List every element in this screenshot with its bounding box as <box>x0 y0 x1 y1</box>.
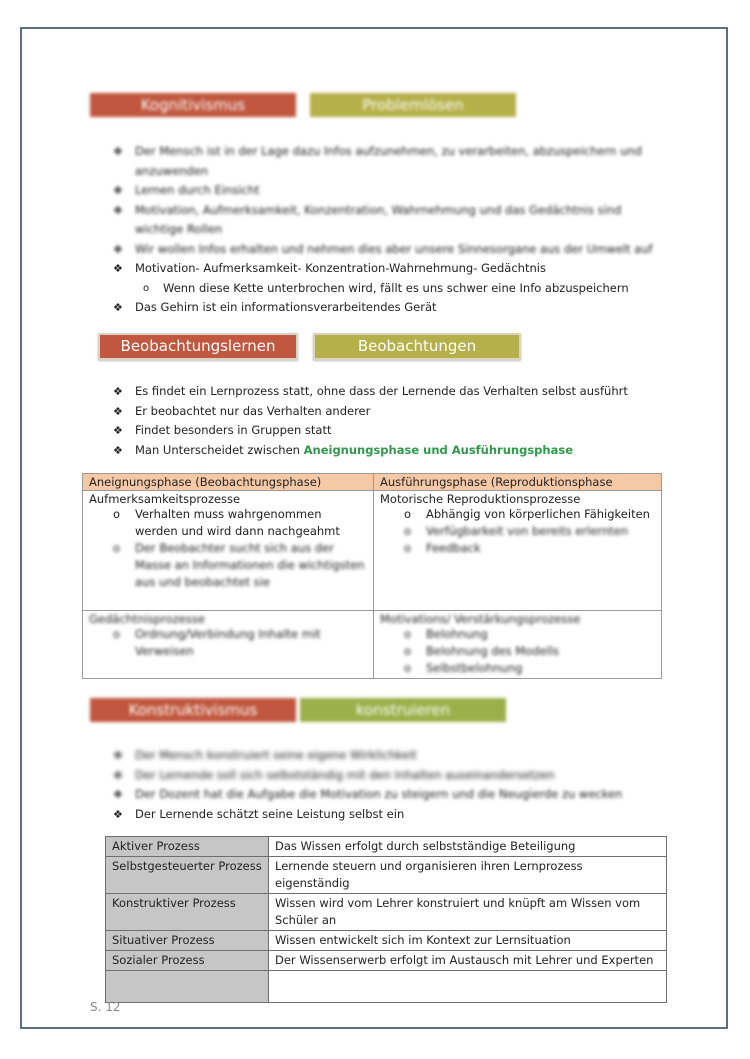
process-description: Wissen wird vom Lehrer konstruiert und knüpft am Wissen vom Schüler an <box>269 894 667 931</box>
diamond-bullet-icon: ❖ <box>113 242 123 256</box>
process-description: Der Wissenserwerb erfolgt im Austausch mit Lehrer und Experten <box>269 951 667 971</box>
tag-beobachtungen: Beobachtungen <box>313 333 521 360</box>
table-row <box>106 971 667 1003</box>
process-label: Situativer Prozess <box>106 931 269 951</box>
process-description: Lernende steuern und organisieren ihren Lernprozess eigenständig <box>269 857 667 894</box>
table-cell: Motorische Reproduktionsprozesse o Abhängig von körperlichen Fähigkeiten o Verfügbarkeit von bereits erlernten o Feedback <box>374 491 662 611</box>
table-row <box>106 837 667 857</box>
tag-problemloesen: Problemlösen <box>310 93 516 117</box>
table-cell: Motivations/ Verstärkungsprozesse o Belohnung o Belohnung des Modells o Selbstbelohnung <box>374 611 662 679</box>
list-item: ❖ Der Dozent hat die Aufgabe die Motivation zu steigern und die Neugierde zu wecken <box>113 785 673 805</box>
list-item: ❖ Der Mensch konstruiert seine eigene Wirklichkeit <box>113 746 673 766</box>
diamond-bullet-icon: ❖ <box>113 807 123 821</box>
list-item: ❖ Motivation- Aufmerksamkeit- Konzentration-Wahrnehmung- Gedächtnis <box>113 259 658 279</box>
table-cell: Gedächtnisprozesse o Ordnung/Verbindung Inhalte mit Verweisen <box>83 611 374 679</box>
list-item: ❖ Motivation, Aufmerksamkeit, Konzentration, Wahrnehmung und das Gedächtnis sind wichtige Rollen <box>113 202 622 236</box>
diamond-bullet-icon: ❖ <box>113 385 123 398</box>
list-item: ❖ Es findet ein Lernprozess statt, ohne dass der Lernende das Verhalten selbst ausführt <box>113 382 673 402</box>
table-row <box>83 491 662 611</box>
diamond-bullet-icon: ❖ <box>113 443 123 457</box>
tag-beobachtungslernen: Beobachtungslernen <box>98 333 298 360</box>
list-item: o Verhalten muss wahrgenommen werden und wird dann nachgeahmt <box>113 507 340 538</box>
konstruktivismus-bullet-list <box>113 746 673 824</box>
process-label: Konstruktiver Prozess <box>106 894 269 931</box>
page-number: S. 12 <box>90 1000 121 1014</box>
table-row <box>106 931 667 951</box>
circle-bullet-icon: o <box>143 282 150 294</box>
list-item: ❖ Lernen durch Einsicht <box>113 181 658 201</box>
list-item: ❖ Der Lernende soll sich selbstständig mit den Inhalten auseinandersetzen <box>113 766 673 786</box>
list-item: o Verfügbarkeit von bereits erlernten <box>404 524 628 538</box>
diamond-bullet-icon: ❖ <box>113 203 123 217</box>
diamond-bullet-icon: ❖ <box>113 424 123 437</box>
process-table <box>105 836 667 1003</box>
table-header-aneignungsphase: Aneignungsphase (Beobachtungsphase) <box>83 474 374 491</box>
diamond-bullet-icon: ❖ <box>113 301 123 314</box>
list-item: o Der Beobachter sucht sich aus der Masse an Informationen die wichtigsten aus und beobachtet sie <box>113 541 365 589</box>
diamond-bullet-icon: ❖ <box>113 404 123 418</box>
table-row <box>106 857 667 894</box>
process-label: Selbstgesteuerter Prozess <box>106 857 269 894</box>
process-label: Aktiver Prozess <box>106 837 269 857</box>
table-row <box>106 894 667 931</box>
diamond-bullet-icon: ❖ <box>113 768 123 782</box>
list-item: o Feedback <box>404 541 481 555</box>
list-item: ❖ Wir wollen Infos erhalten und nehmen dies aber unsere Sinnesorgane aus der Umwelt auf <box>113 240 658 260</box>
list-item: o Abhängig von körperlichen Fähigkeiten <box>404 507 650 521</box>
table-row <box>83 611 662 679</box>
phases-table <box>82 473 662 679</box>
process-label <box>106 971 269 1003</box>
list-item: ❖ Das Gehirn ist ein informationsverarbeitendes Gerät <box>113 298 658 318</box>
beobachtungslernen-bullet-list <box>113 382 673 460</box>
tag-konstruieren: konstruieren <box>300 698 506 722</box>
diamond-bullet-icon: ❖ <box>113 262 123 275</box>
process-description: Wissen entwickelt sich im Kontext zur Lernsituation <box>269 931 667 951</box>
diamond-bullet-icon: ❖ <box>113 145 123 158</box>
list-item: o Ordnung/Verbindung Inhalte mit Verweisen <box>113 627 321 658</box>
diamond-bullet-icon: ❖ <box>113 749 123 762</box>
tag-kognitivismus: Kognitivismus <box>90 93 296 117</box>
table-cell: Aufmerksamkeitsprozesse o Verhalten muss wahrgenommen werden und wird dann nachgeahmt o Der Beobachter sucht sich aus der Masse an Informationen die wichtigsten aus und beobachtet sie <box>83 491 374 611</box>
tag-konstruktivismus: Konstruktivismus <box>90 698 296 722</box>
diamond-bullet-icon: ❖ <box>113 184 123 197</box>
list-item: ❖ Man Unterscheidet zwischen Aneignungsphase und Ausführungsphase <box>113 441 673 461</box>
list-item: o Belohnung des Modells <box>404 644 560 658</box>
phase-highlight: Aneignungsphase und Ausführungsphase <box>303 442 574 457</box>
diamond-bullet-icon: ❖ <box>113 788 123 801</box>
list-item: o Wenn diese Kette unterbrochen wird, fällt es uns schwer eine Info abzuspeichern <box>113 279 658 299</box>
list-item: ❖ Er beobachtet nur das Verhalten anderer <box>113 402 673 422</box>
process-label: Sozialer Prozess <box>106 951 269 971</box>
list-item: o Belohnung <box>404 627 488 641</box>
table-row <box>106 951 667 971</box>
process-description: Das Wissen erfolgt durch selbstständige Beteiligung <box>269 837 667 857</box>
list-item: o Selbstbelohnung <box>404 661 523 675</box>
list-item: ❖ Der Mensch ist in der Lage dazu Infos aufzunehmen, zu verarbeiten, abzuspeichern und anzuwenden <box>113 144 642 178</box>
process-description <box>269 971 667 1003</box>
list-item: ❖ Der Lernende schätzt seine Leistung selbst ein <box>113 805 673 825</box>
kognitivismus-bullet-list <box>113 142 658 318</box>
table-header-ausfuehrungsphase: Ausführungsphase (Reproduktionsphase <box>374 474 662 491</box>
list-item: ❖ Findet besonders in Gruppen statt <box>113 421 673 441</box>
